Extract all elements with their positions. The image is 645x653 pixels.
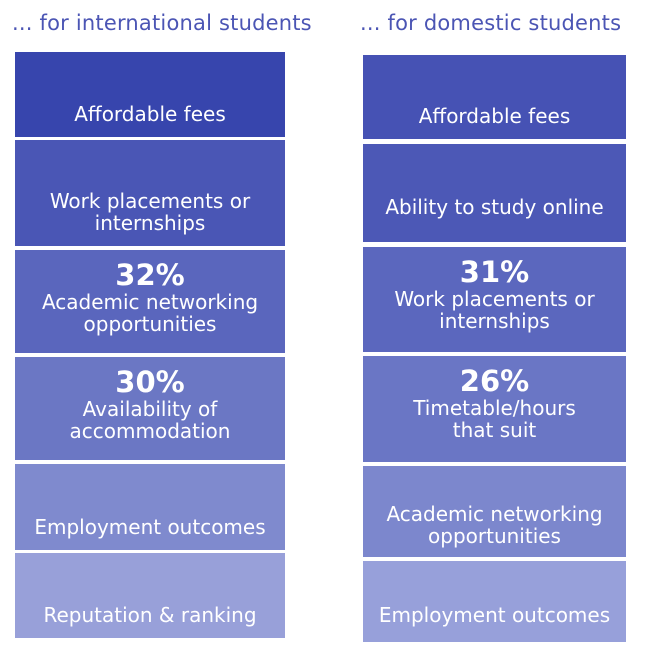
dom-rank-4-percent: 26%	[459, 364, 530, 398]
dom-rank-6-label: Employment outcomes	[378, 603, 611, 627]
dom-rank-5-label: Academic networking opportunities	[386, 502, 603, 548]
intl-rank-3-label: Academic networking opportunities	[41, 290, 259, 336]
intl-rank-6-block	[15, 553, 285, 638]
intl-rank-4-label: Availability of accommodation	[69, 397, 231, 443]
intl-rank-1-block	[15, 52, 285, 137]
intl-rank-4-percent: 30%	[115, 365, 185, 399]
dom-rank-5-block	[363, 466, 626, 557]
dom-rank-4-label: Timetable/hours that suit	[413, 396, 576, 442]
dom-rank-1-block	[363, 55, 626, 139]
intl-rank-5-label: Employment outcomes	[34, 515, 266, 539]
dom-rank-3-block	[363, 247, 626, 352]
dom-rank-6-block	[363, 561, 626, 642]
dom-rank-4-block	[363, 356, 626, 462]
dom-rank-2-label: Ability to study online	[385, 195, 604, 219]
intl-rank-6-label: Reputation & ranking	[43, 603, 257, 627]
domestic-column-title: ... for domestic students	[360, 11, 622, 35]
intl-rank-3-block	[15, 250, 285, 353]
intl-rank-2-label: Work placements or internships	[49, 189, 251, 235]
dom-rank-1-label: Affordable fees	[418, 104, 571, 128]
intl-rank-5-block	[15, 464, 285, 550]
intl-rank-2-block	[15, 140, 285, 246]
intl-rank-1-label: Affordable fees	[74, 102, 226, 126]
dom-rank-2-block	[363, 144, 626, 242]
dom-rank-3-percent: 31%	[459, 255, 530, 289]
international-column-title: ... for international students	[12, 11, 312, 35]
dom-rank-3-label: Work placements or internships	[394, 287, 595, 333]
intl-rank-3-percent: 32%	[115, 258, 185, 292]
intl-rank-4-block	[15, 357, 285, 460]
